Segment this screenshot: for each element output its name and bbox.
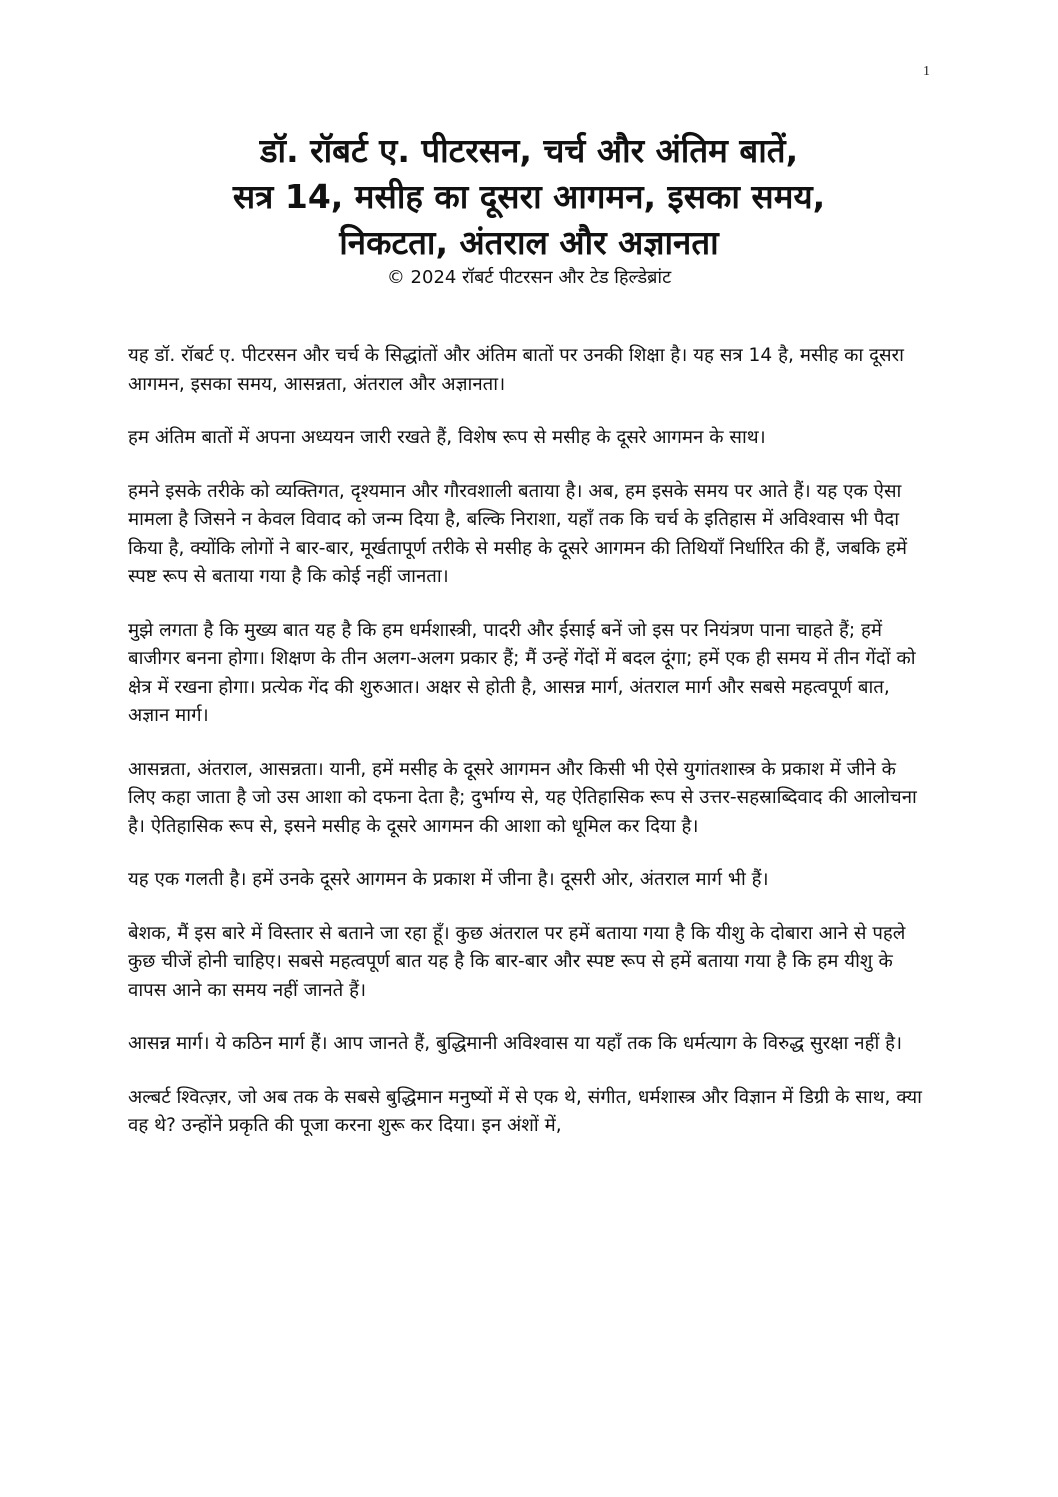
paragraph-4: मुझे लगता है कि मुख्य बात यह है कि हम धर्मशास्त्री, पादरी और ईसाई बनें जो इस पर नियंत्रण पाना चाहते हैं; हमें बाजीगर बनना होगा। शिक्षण के तीन अलग-अलग प्रकार हैं; मैं उन्हें गेंदों में बदल दूंगा; हमें एक ही समय में तीन गेंदों को क्षेत्र में रखना होगा। प्रत्येक गेंद की शुरुआत। अक्षर से होती है, आसन्न मार्ग, अंतराल मार्ग और सबसे महत्वपूर्ण बात, अज्ञान मार्ग। — [128, 619, 916, 726]
paragraph-2: हम अंतिम बातों में अपना अध्ययन जारी रखते हैं, विशेष रूप से मसीह के दूसरे आगमन के साथ। — [128, 427, 766, 448]
title-block — [100, 128, 958, 290]
copyright-line: © 2024 रॉबर्ट पीटरसन और टेड हिल्डेब्रांट — [386, 267, 672, 288]
paragraph-3: हमने इसके तरीके को व्यक्तिगत, दृश्यमान और गौरवशाली बताया है। अब, हम इसके समय पर आते हैं। यह एक ऐसा मामला है जिसने न केवल विवाद को जन्म दिया है, बल्कि निराशा, यहाँ तक कि चर्च के इतिहास में अविश्वास भी पैदा किया है, क्योंकि लोगों ने बार-बार, मूर्खतापूर्ण तरीके से मसीह के दूसरे आगमन की तिथियाँ निर्धारित की हैं, जबकि हमें स्पष्ट रूप से बताया गया है कि कोई नहीं जानता। — [128, 480, 907, 587]
paragraph-1: यह डॉ. रॉबर्ट ए. पीटरसन और चर्च के सिद्धांतों और अंतिम बातों पर उनकी शिक्षा है। यह सत्र 14 है, मसीह का दूसरा आगमन, इसका समय, आसन्नता, अंतराल और अज्ञानता। — [128, 345, 904, 395]
paragraph-7: बेशक, मैं इस बारे में विस्तार से बताने जा रहा हूँ। कुछ अंतराल पर हमें बताया गया है कि यीशु के दोबारा आने से पहले कुछ चीजें होनी चाहिए। सबसे महत्वपूर्ण बात यह है कि बार-बार और स्पष्ट रूप से हमें बताया गया है कि हम यीशु के वापस आने का समय नहीं जानते हैं। — [128, 922, 906, 1001]
paragraph-6: यह एक गलती है। हमें उनके दूसरे आगमन के प्रकाश में जीना है। दूसरी ओर, अंतराल मार्ग भी हैं। — [128, 869, 769, 890]
title-line-2: सत्र 14, मसीह का दूसरा आगमन, इसका समय, — [232, 177, 826, 216]
paragraph-5: आसन्नता, अंतराल, आसन्नता। यानी, हमें मसीह के दूसरे आगमन और किसी भी ऐसे युगांतशास्त्र के प्रकाश में जीने के लिए कहा जाता है जो उस आशा को दफना देता है; दुर्भाग्य से, यह ऐतिहासिक रूप से उत्तर-सहस्राब्दिवाद की आलोचना है। ऐतिहासिक रूप से, इसने मसीह के दूसरे आगमन की आशा को धूमिल कर दिया है। — [128, 758, 917, 837]
body-text — [128, 342, 928, 1166]
title-line-1: डॉ. रॉबर्ट ए. पीटरसन, चर्च और अंतिम बातें, — [259, 131, 799, 170]
page-number: 1 — [923, 64, 930, 79]
title-line-3: निकटता, अंतराल और अज्ञानता — [339, 223, 719, 262]
paragraph-9: अल्बर्ट श्वित्ज़र, जो अब तक के सबसे बुद्धिमान मनुष्यों में से एक थे, संगीत, धर्मशास्त्र और विज्ञान में डिग्री के साथ, क्या वह थे? उन्होंने प्रकृति की पूजा करना शुरू कर दिया। इन अंशों में, — [128, 1086, 922, 1136]
paragraph-8: आसन्न मार्ग। ये कठिन मार्ग हैं। आप जानते हैं, बुद्धिमानी अविश्वास या यहाँ तक कि धर्मत्याग के विरुद्ध सुरक्षा नहीं है। — [128, 1033, 903, 1054]
